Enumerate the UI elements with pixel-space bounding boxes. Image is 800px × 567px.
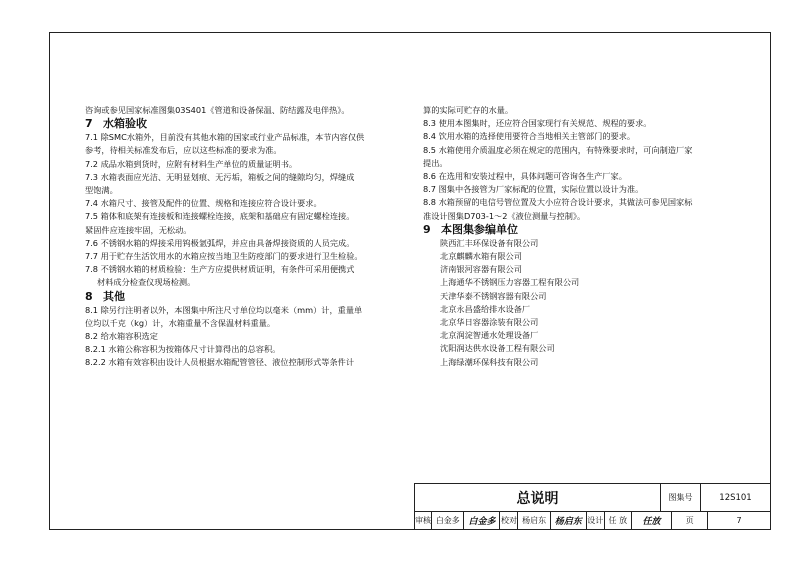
text-line: 8.8 水箱预留的电信号管位置及大小应符合设计要求，其做法可参见国家标 bbox=[423, 197, 693, 208]
contributor-item: 天津华泰不锈钢容器有限公司 bbox=[440, 290, 547, 301]
title-block bbox=[414, 483, 771, 530]
section-title: 水箱验收 bbox=[103, 117, 147, 131]
design-label: 设计 bbox=[587, 512, 605, 530]
review-label: 审核 bbox=[414, 512, 432, 530]
left-column bbox=[85, 104, 415, 370]
text-line: 紧固件应连接牢固，无松动。 bbox=[85, 224, 192, 235]
proofer-signature: 杨启东 bbox=[551, 512, 587, 530]
section-number: 8 bbox=[85, 289, 93, 303]
proof-label: 校对 bbox=[500, 512, 518, 530]
contributor-item: 北京润淀智通水处理设备厂 bbox=[440, 330, 539, 341]
text-line: 7.6 不锈钢水箱的焊接采用钨极氩弧焊，并应由具备焊接资质的人员完成。 bbox=[85, 237, 355, 248]
reviewer-signature: 白金多 bbox=[464, 512, 500, 530]
contributor-item: 上海通华不锈钢压力容器工程有限公司 bbox=[440, 277, 580, 288]
text-line: 8.3 使用本图集时，还应符合国家现行有关规范、规程的要求。 bbox=[423, 118, 652, 129]
text-line: 参考，待相关标准发布后，应以这些标准的要求为准。 bbox=[85, 145, 282, 156]
designer-name: 任 放 bbox=[605, 512, 632, 530]
page-number: 7 bbox=[708, 512, 771, 530]
text-line: 准设计图集D703-1～2《液位测量与控制》。 bbox=[423, 210, 586, 221]
section-heading bbox=[85, 290, 415, 304]
reviewer-name: 白金多 bbox=[432, 512, 464, 530]
section-heading bbox=[85, 117, 415, 131]
text-line: 7.2 成品水箱到货时，应附有材料生产单位的质量证明书。 bbox=[85, 158, 298, 169]
text-line: 8.7 图集中各接管为厂家标配的位置，实际位置以设计为准。 bbox=[423, 184, 644, 195]
text-line: 7.5 箱体和底架有连接板和连接螺栓连接，底架和基础应有固定螺栓连接。 bbox=[85, 211, 355, 222]
text-line: 7.1 除SMC水箱外，目前没有其他水箱的国家或行业产品标准，本节内容仅供 bbox=[85, 132, 365, 143]
text-line: 8.1 除另行注明者以外，本图集中所注尺寸单位均以毫米（mm）计，重量单 bbox=[85, 304, 363, 315]
contributor-item: 济南银河容器有限公司 bbox=[440, 264, 522, 275]
text-line: 8.2.2 水箱有效容积由设计人员根据水箱配管管径、液位控制形式等条件计 bbox=[85, 357, 355, 368]
atlas-number-label: 图集号 bbox=[661, 483, 701, 512]
text-line: 7.8 不锈钢水箱的材质检验：生产方应提供材质证明，有条件可采用便携式 bbox=[85, 264, 355, 275]
text-line: 8.4 饮用水箱的选择使用要符合当地相关主管部门的要求。 bbox=[423, 131, 636, 142]
contributor-item: 北京麒麟水箱有限公司 bbox=[440, 251, 522, 262]
text-line: 材料成分检查仪现场检测。 bbox=[97, 277, 196, 288]
section-number: 9 bbox=[423, 222, 431, 236]
contributor-item: 沈阳润达供水设备工程有限公司 bbox=[440, 343, 555, 354]
sheet-title: 总说明 bbox=[414, 483, 661, 512]
text-line: 7.4 水箱尺寸、接管及配件的位置、规格和连接应符合设计要求。 bbox=[85, 198, 322, 209]
page-label: 页 bbox=[672, 512, 708, 530]
right-column bbox=[423, 104, 768, 369]
contributor-item: 上海绿潮环保科技有限公司 bbox=[440, 356, 539, 367]
section-heading bbox=[423, 223, 768, 237]
contributor-item: 北京永昌盛给排水设备厂 bbox=[440, 303, 531, 314]
text-line: 8.2.1 水箱公称容积为按箱体尺寸计算得出的总容积。 bbox=[85, 344, 281, 355]
text-line: 8.2 给水箱容积选定 bbox=[85, 331, 158, 342]
text-line: 8.5 水箱使用介质温度必须在规定的范围内，有特殊要求时，可向制造厂家 bbox=[423, 144, 693, 155]
section-title: 本图集参编单位 bbox=[441, 222, 518, 236]
atlas-number: 12S101 bbox=[701, 483, 771, 512]
section-title: 其他 bbox=[103, 289, 125, 303]
section-number: 7 bbox=[85, 117, 93, 131]
text-line: 算的实际可贮存的水量。 bbox=[423, 105, 514, 115]
designer-signature: 任放 bbox=[632, 512, 672, 530]
text-line: 提出。 bbox=[423, 157, 448, 168]
text-line: 型饱满。 bbox=[85, 185, 118, 196]
contributor-item: 陕西汇丰环保设备有限公司 bbox=[440, 237, 539, 248]
signature-row bbox=[414, 512, 771, 530]
text-line: 7.7 用于贮存生活饮用水的水箱应按当地卫生防疫部门的要求进行卫生检验。 bbox=[85, 251, 363, 262]
text-line: 咨询或参见国家标准图集03S401《管道和设备保温、防结露及电伴热》。 bbox=[85, 105, 350, 115]
text-line: 7.3 水箱表面应光洁、无明显划痕、无污垢，箱板之间的缝隙均匀，焊缝成 bbox=[85, 171, 355, 182]
contributor-item: 北京华日容器涂装有限公司 bbox=[440, 317, 539, 328]
text-line: 8.6 在选用和安装过程中，具体问题可咨询各生产厂家。 bbox=[423, 171, 627, 182]
proofer-name: 杨启东 bbox=[518, 512, 550, 530]
text-line: 位均以千克（kg）计，水箱重量不含保温材料重量。 bbox=[85, 317, 276, 328]
